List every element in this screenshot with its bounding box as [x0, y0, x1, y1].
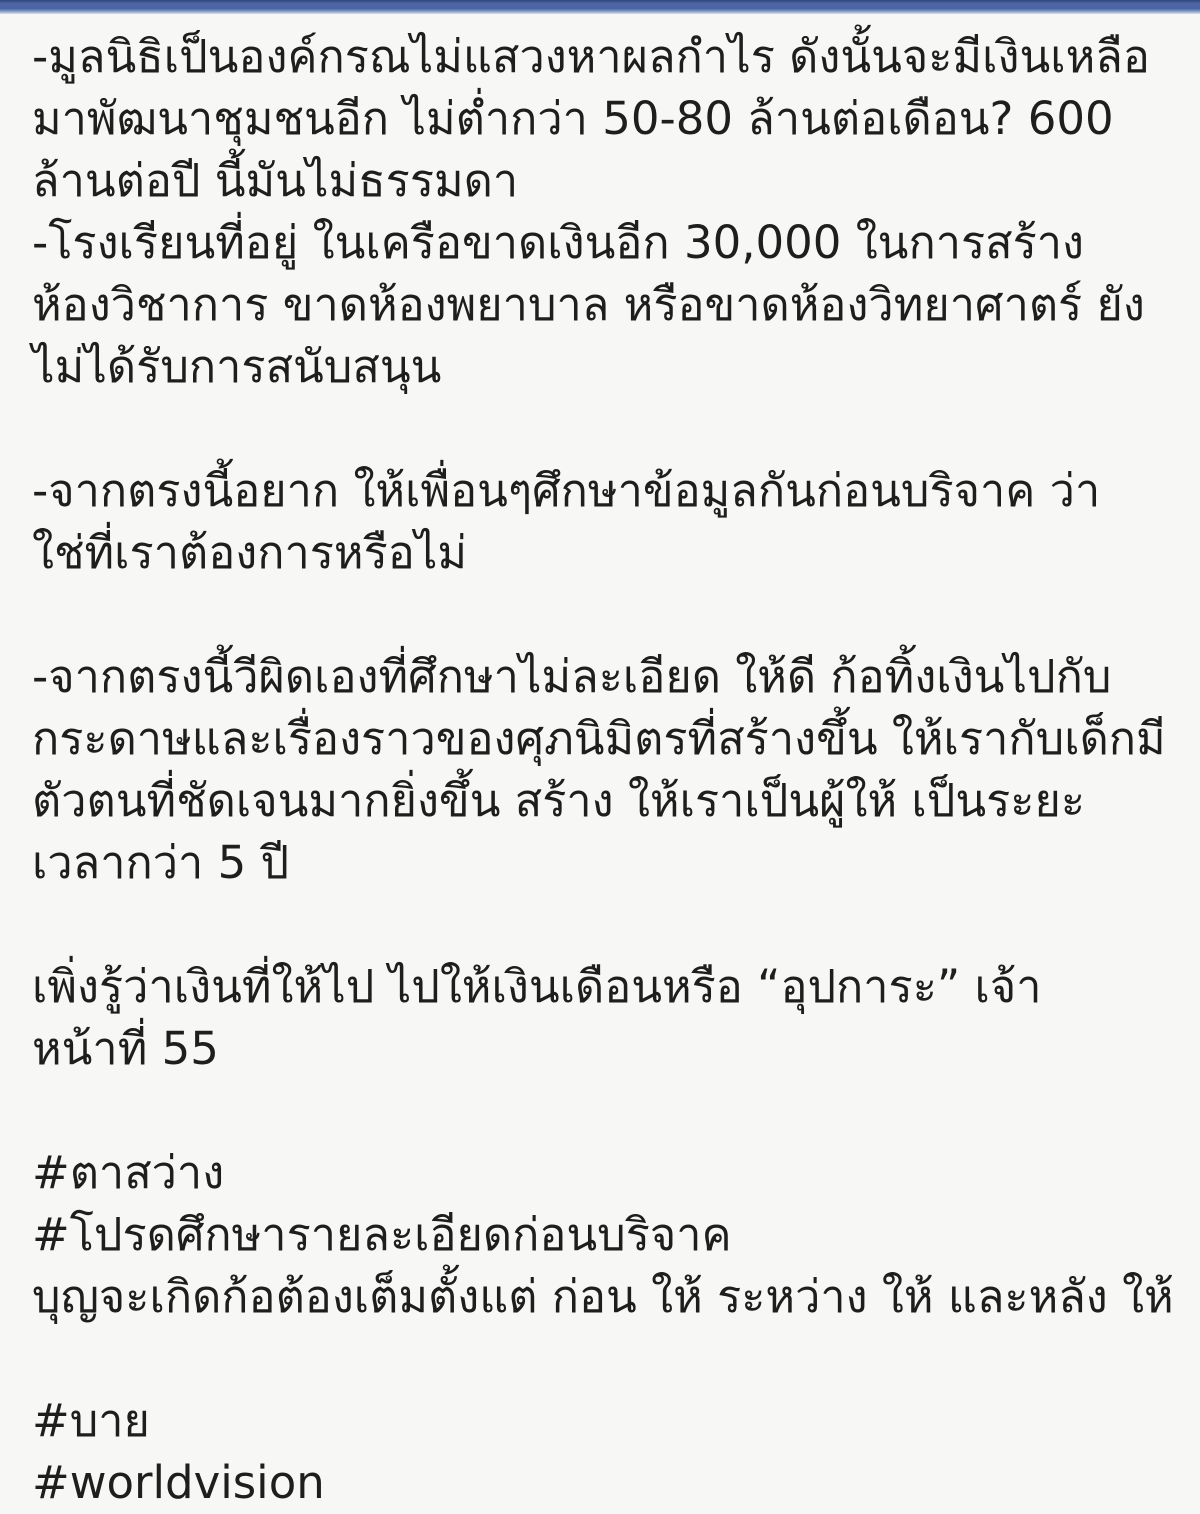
post-text-line [32, 398, 1180, 460]
post-text [32, 26, 1180, 1514]
post-text-line: #โปรดศึกษารายละเอียดก่อนบริจาค [32, 1208, 732, 1261]
post-text-line: #ตาสว่าง [32, 1146, 225, 1199]
post-text-line: ใช่ที่เราต้องการหรือไม่ [32, 526, 468, 579]
post-text-line [32, 1080, 1180, 1142]
post-text-line: บุญจะเกิดก้อต้องเต็มตั้งแต่ ก่อน ให้ ระหว่าง ให้ และหลัง ให้ [32, 1270, 1174, 1323]
post-text-line [32, 1328, 1180, 1390]
post-body [0, 14, 1200, 1514]
post-text-line: กระดาษและเรื่องราวของศุภนิมิตรที่สร้างขึ้น ให้เรากับเด็กมี [32, 712, 1166, 765]
post-text-line: ห้องวิชาการ ขาดห้องพยาบาล หรือขาดห้องวิทยาศาตร์ ยัง [32, 278, 1145, 331]
post-text-line: ไม่ได้รับการสนับสนุน [32, 340, 442, 393]
post-text-line: #worldvision [32, 1456, 325, 1509]
post-text-line: เวลากว่า 5 ปี [32, 836, 290, 889]
post-text-line: ตัวตนที่ชัดเจนมากยิ่งขึ้น สร้าง ให้เราเป็นผู้ให้ เป็นระยะ [32, 774, 1085, 827]
app-header-bar [0, 0, 1200, 14]
post-text-line: -โรงเรียนที่อยู่ ในเครือขาดเงินอีก 30,000 ในการสร้าง [32, 216, 1085, 269]
post-text-line: ล้านต่อปี นี้มันไม่ธรรมดา [32, 154, 519, 207]
post-text-line: -จากตรงนี้อยาก ให้เพื่อนๆศึกษาข้อมูลกันก่อนบริจาค ว่า [32, 464, 1101, 517]
post-text-line: #บาย [32, 1394, 150, 1447]
post-text-line: -จากตรงนี้วีผิดเองที่ศึกษาไม่ละเอียด ให้ดี ก้อทิ้งเงินไปกับ [32, 650, 1112, 703]
post-text-line: มาพัฒนาชุมชนอีก ไม่ต่ำกว่า 50-80 ล้านต่อเดือน? 600 [32, 92, 1114, 145]
post-text-line [32, 584, 1180, 646]
post-text-line: -มูลนิธิเป็นองค์กรณไม่แสวงหาผลกำไร ดังนั้นจะมีเงินเหลือ [32, 30, 1150, 83]
post-text-line [32, 894, 1180, 956]
post-text-line: หน้าที่ 55 [32, 1022, 219, 1075]
post-text-line: เพิ่งรู้ว่าเงินที่ให้ไป ไปให้เงินเดือนหรือ “อุปการะ” เจ้า [32, 960, 1042, 1013]
